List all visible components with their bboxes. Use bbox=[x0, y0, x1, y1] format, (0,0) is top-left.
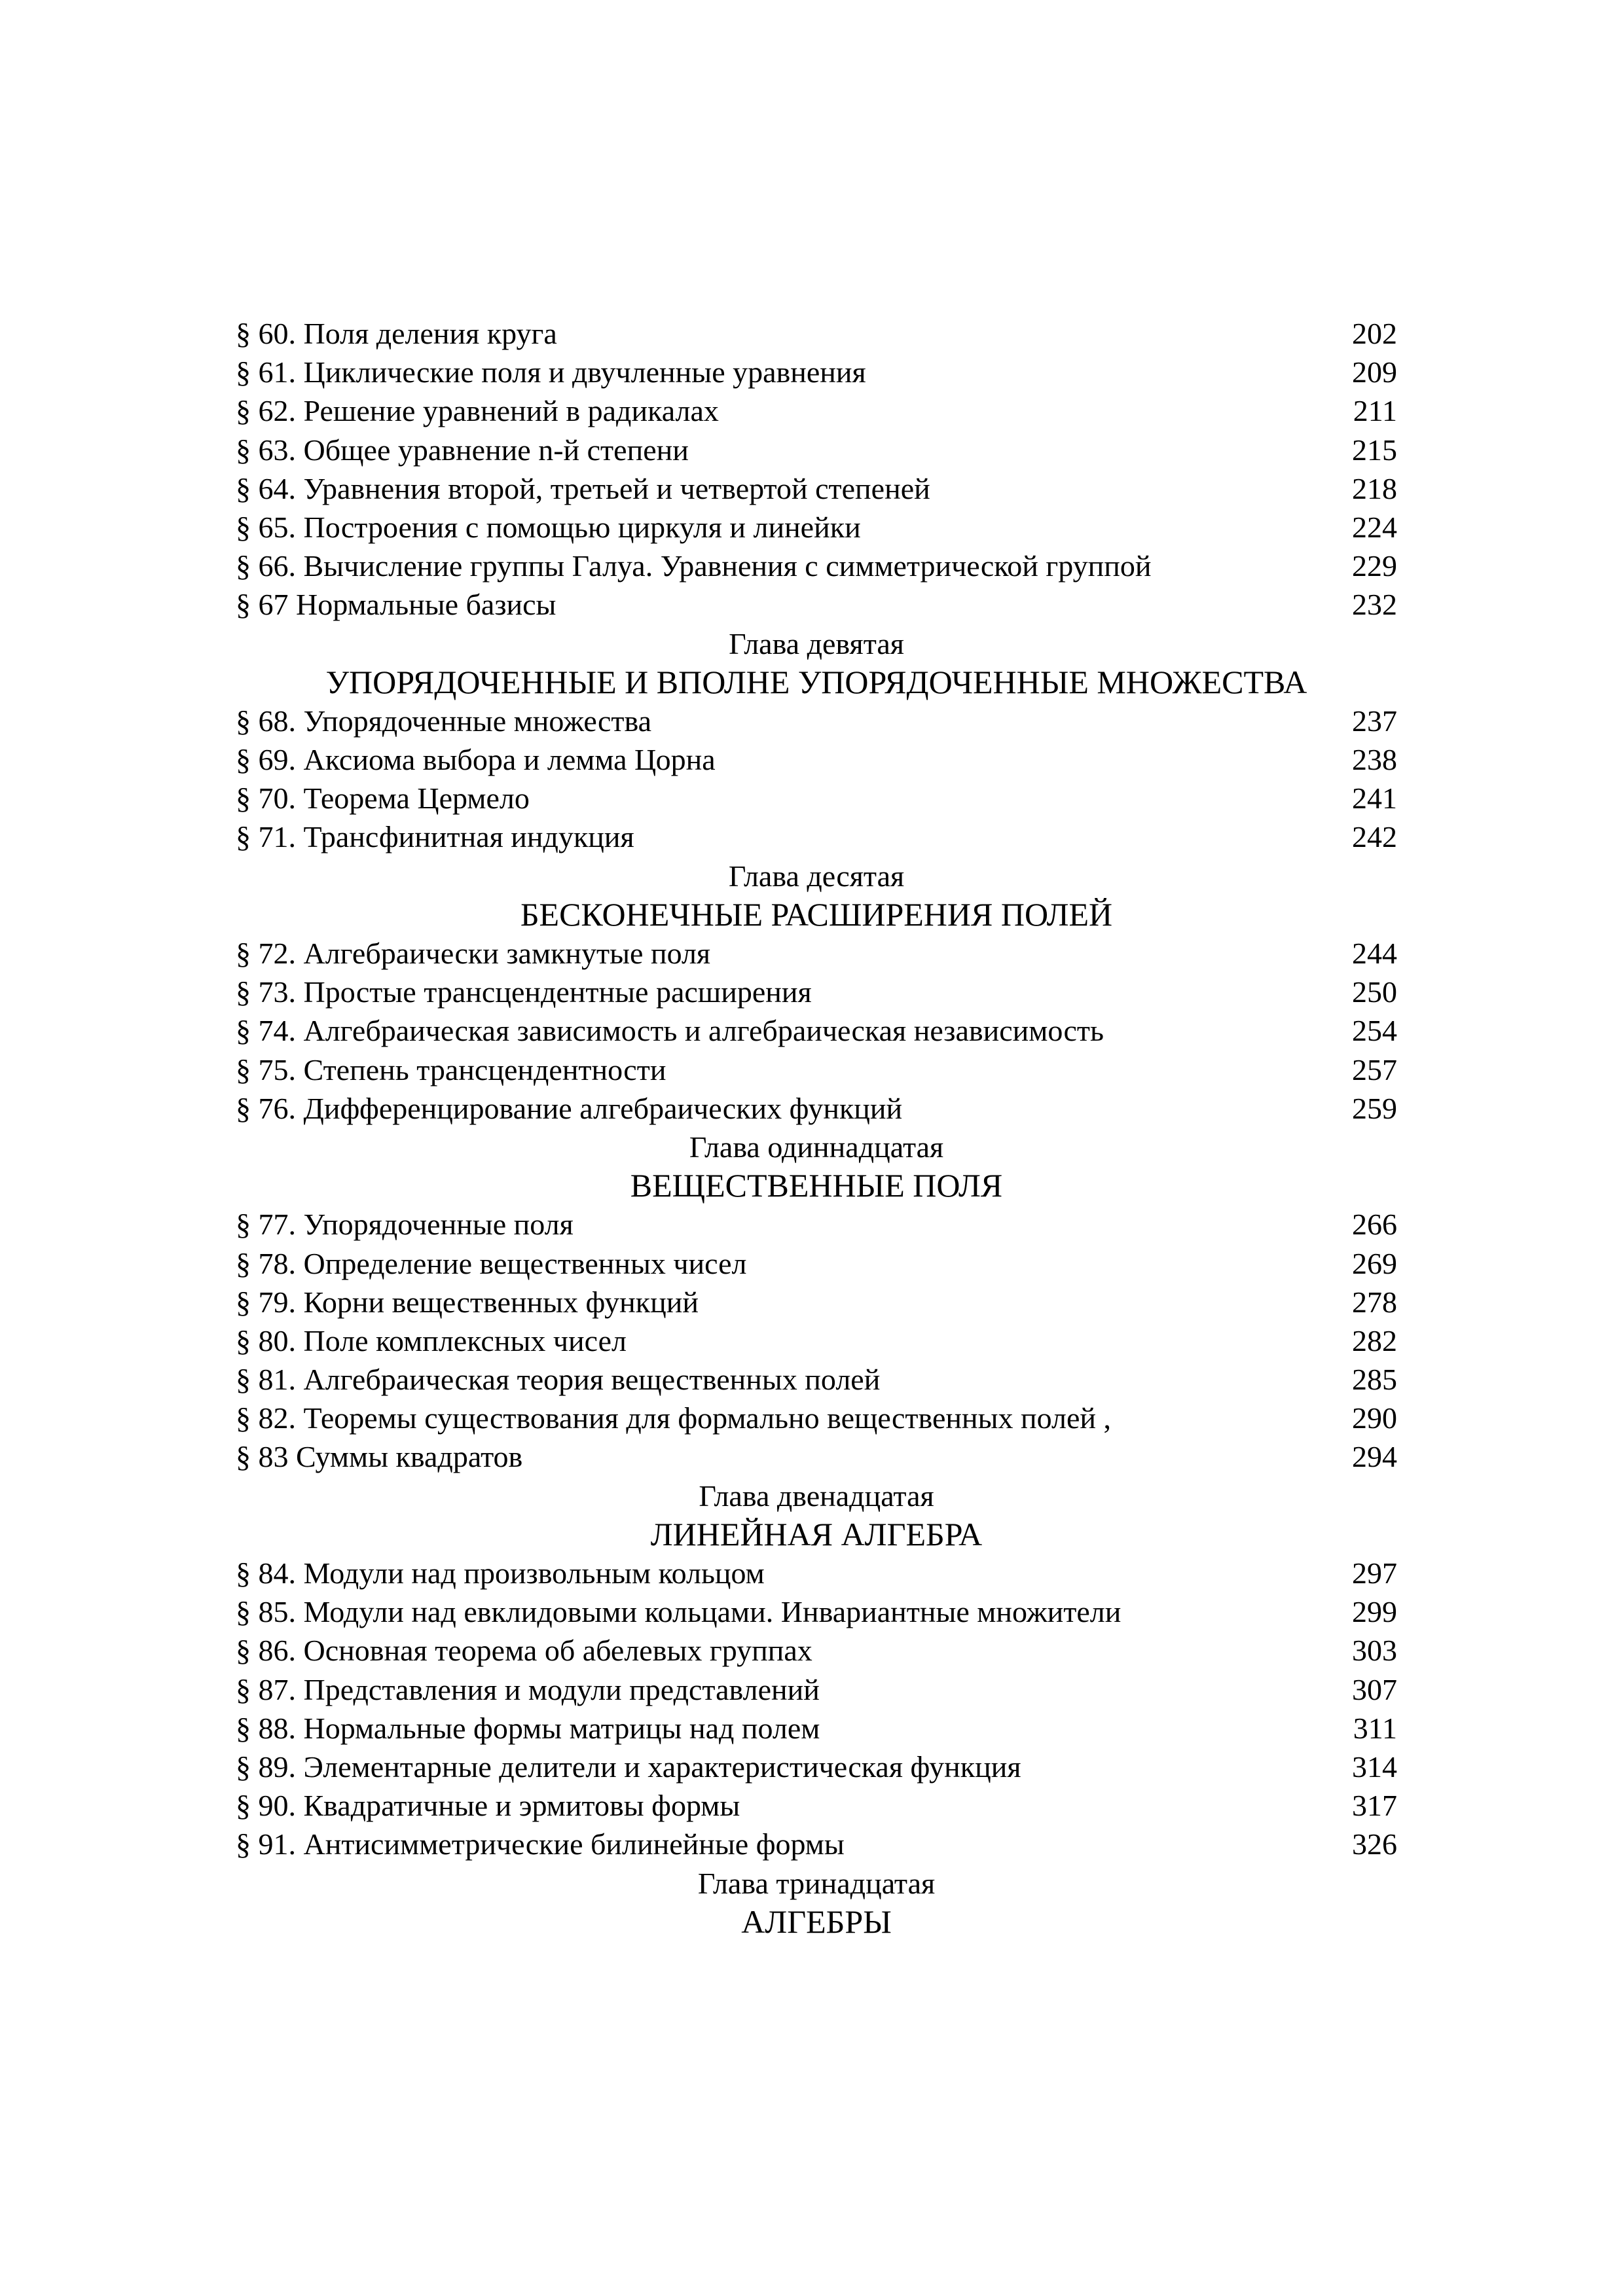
toc-entry-page-number: 297 bbox=[1352, 1556, 1397, 1590]
chapter-label: Глава двенадцатая bbox=[699, 1479, 934, 1513]
toc-entry-page-number: 257 bbox=[1352, 1052, 1397, 1086]
toc-entry bbox=[236, 431, 1397, 469]
table-of-contents bbox=[236, 314, 1397, 1941]
toc-entry bbox=[236, 1205, 1397, 1244]
toc-entry-title: § 74. Алгебраическая зависимость и алгебраическая независимость bbox=[236, 1014, 1104, 1048]
toc-entry bbox=[236, 353, 1397, 391]
toc-entry-title: § 62. Решение уравнений в радикалах bbox=[236, 394, 719, 428]
toc-entry-page-number: 326 bbox=[1352, 1827, 1397, 1861]
toc-entry-title: § 83 Суммы квадратов bbox=[236, 1440, 523, 1474]
toc-entry bbox=[236, 1709, 1397, 1748]
toc-entry-title: § 84. Модули над произвольным кольцом bbox=[236, 1556, 765, 1590]
toc-entry-page-number: 224 bbox=[1352, 510, 1397, 544]
toc-entry bbox=[236, 740, 1397, 779]
toc-entry-title: § 73. Простые трансцендентные расширения bbox=[236, 975, 812, 1009]
toc-entry-page-number: 215 bbox=[1352, 433, 1397, 467]
toc-entry bbox=[236, 702, 1397, 740]
toc-entry-page-number: 209 bbox=[1352, 355, 1397, 389]
toc-entry bbox=[236, 1321, 1397, 1360]
toc-entry-title: § 91. Антисимметрические билинейные формы bbox=[236, 1827, 845, 1861]
toc-entry-page-number: 282 bbox=[1352, 1323, 1397, 1357]
toc-entry-page-number: 242 bbox=[1352, 820, 1397, 854]
toc-entry bbox=[236, 934, 1397, 973]
toc-entry-title: § 65. Построения с помощью циркуля и линейки bbox=[236, 510, 861, 544]
chapter-title: ЛИНЕЙНАЯ АЛГЕБРА bbox=[650, 1515, 983, 1552]
toc-entry bbox=[236, 973, 1397, 1011]
toc-entry-title: § 66. Вычисление группы Галуа. Уравнения с симметрической группой bbox=[236, 549, 1152, 583]
toc-entry bbox=[236, 1748, 1397, 1786]
toc-entry bbox=[236, 469, 1397, 508]
toc-entry-page-number: 314 bbox=[1352, 1749, 1397, 1784]
toc-entry-page-number: 237 bbox=[1352, 704, 1397, 738]
toc-entry-title: § 86. Основная теорема об абелевых группах bbox=[236, 1634, 812, 1668]
toc-entry-title: § 68. Упорядоченные множества bbox=[236, 704, 651, 738]
toc-entry-page-number: 259 bbox=[1352, 1091, 1397, 1125]
toc-entry-page-number: 229 bbox=[1352, 549, 1397, 583]
toc-entry-page-number: 232 bbox=[1352, 588, 1397, 622]
toc-entry-title: § 69. Аксиома выбора и лемма Цорна bbox=[236, 743, 716, 777]
toc-entry bbox=[236, 1283, 1397, 1321]
toc-entry-page-number: 266 bbox=[1352, 1208, 1397, 1242]
toc-entry-page-number: 218 bbox=[1352, 471, 1397, 505]
toc-entry-page-number: 269 bbox=[1352, 1246, 1397, 1280]
toc-entry-title: § 89. Элементарные делители и характеристическая функция bbox=[236, 1749, 1021, 1784]
toc-entry-page-number: 238 bbox=[1352, 743, 1397, 777]
toc-entry-title: § 60. Поля деления круга bbox=[236, 317, 557, 350]
toc-entry-title: § 87. Представления и модули представлений bbox=[236, 1672, 820, 1706]
toc-entry-page-number: 241 bbox=[1352, 781, 1397, 816]
toc-entry bbox=[236, 585, 1397, 624]
toc-entry bbox=[236, 547, 1397, 585]
toc-entry-page-number: 294 bbox=[1352, 1440, 1397, 1474]
toc-entry-page-number: 211 bbox=[1353, 394, 1397, 428]
toc-entry-title: § 71. Трансфинитная индукция bbox=[236, 820, 634, 854]
toc-entry bbox=[236, 1786, 1397, 1825]
toc-entry-page-number: 278 bbox=[1352, 1285, 1397, 1319]
chapter-label: Глава одиннадцатая bbox=[689, 1130, 944, 1164]
toc-entry-title: § 82. Теоремы существования для формально вещественных полей , bbox=[236, 1401, 1112, 1435]
toc-entry-page-number: 254 bbox=[1352, 1014, 1397, 1048]
toc-entry-title: § 75. Степень трансцендентности bbox=[236, 1052, 666, 1086]
toc-entry bbox=[236, 508, 1397, 547]
toc-entry bbox=[236, 1050, 1397, 1089]
toc-entry-page-number: 311 bbox=[1353, 1711, 1397, 1745]
toc-entry-title: § 77. Упорядоченные поля bbox=[236, 1208, 574, 1242]
toc-entry-title: § 70. Теорема Цермело bbox=[236, 781, 530, 816]
chapter-title: БЕСКОНЕЧНЫЕ РАСШИРЕНИЯ ПОЛЕЙ bbox=[520, 895, 1113, 933]
toc-entry-page-number: 307 bbox=[1352, 1672, 1397, 1706]
toc-entry-title: § 72. Алгебраически замкнутые поля bbox=[236, 937, 711, 970]
toc-entry-title: § 81. Алгебраическая теория вещественных полей bbox=[236, 1363, 881, 1397]
toc-entry-title: § 80. Поле комплексных чисел bbox=[236, 1323, 627, 1357]
chapter-title: АЛГЕБРЫ bbox=[741, 1903, 892, 1940]
toc-entry bbox=[236, 1592, 1397, 1631]
toc-entry bbox=[236, 1437, 1397, 1476]
chapter-label: Глава тринадцатая bbox=[697, 1866, 936, 1900]
toc-entry-title: § 78. Определение вещественных чисел bbox=[236, 1246, 747, 1280]
toc-entry bbox=[236, 1244, 1397, 1283]
toc-entry bbox=[236, 1089, 1397, 1128]
toc-entry-page-number: 303 bbox=[1352, 1634, 1397, 1668]
toc-entry-title: § 63. Общее уравнение n-й степени bbox=[236, 433, 689, 467]
toc-entry-page-number: 244 bbox=[1352, 937, 1397, 970]
toc-entry-title: § 76. Дифференцирование алгебраических функций bbox=[236, 1091, 903, 1125]
toc-entry-title: § 88. Нормальные формы матрицы над полем bbox=[236, 1711, 820, 1745]
chapter-label: Глава девятая bbox=[729, 626, 904, 660]
toc-entry bbox=[236, 779, 1397, 817]
toc-entry-page-number: 299 bbox=[1352, 1595, 1397, 1629]
toc-entry bbox=[236, 1360, 1397, 1399]
toc-entry-title: § 61. Циклические поля и двучленные уравнения bbox=[236, 355, 866, 389]
toc-entry bbox=[236, 817, 1397, 856]
chapter-title: УПОРЯДОЧЕННЫЕ И ВПОЛНЕ УПОРЯДОЧЕННЫЕ МНОЖЕСТВА bbox=[325, 663, 1307, 700]
toc-entry-title: § 79. Корни вещественных функций bbox=[236, 1285, 699, 1319]
toc-entry bbox=[236, 314, 1397, 353]
toc-entry bbox=[236, 1825, 1397, 1863]
toc-entry-page-number: 317 bbox=[1352, 1789, 1397, 1823]
toc-entry bbox=[236, 391, 1397, 430]
toc-entry-title: § 90. Квадратичные и эрмитовы формы bbox=[236, 1789, 740, 1823]
chapter-label: Глава десятая bbox=[728, 859, 905, 893]
toc-entry-page-number: 202 bbox=[1352, 317, 1397, 350]
toc-entry-title: § 64. Уравнения второй, третьей и четвертой степеней bbox=[236, 471, 930, 505]
chapter-title: ВЕЩЕСТВЕННЫЕ ПОЛЯ bbox=[630, 1167, 1003, 1204]
toc-entry-title: § 67 Нормальные базисы bbox=[236, 588, 556, 622]
toc-entry bbox=[236, 1399, 1397, 1437]
toc-entry-page-number: 250 bbox=[1352, 975, 1397, 1009]
toc-entry bbox=[236, 1554, 1397, 1592]
toc-entry-page-number: 290 bbox=[1352, 1401, 1397, 1435]
toc-entry bbox=[236, 1011, 1397, 1050]
toc-entry-title: § 85. Модули над евклидовыми кольцами. Инвариантные множители bbox=[236, 1595, 1122, 1629]
toc-entry bbox=[236, 1670, 1397, 1709]
toc-entry-page-number: 285 bbox=[1352, 1363, 1397, 1397]
toc-entry bbox=[236, 1631, 1397, 1670]
